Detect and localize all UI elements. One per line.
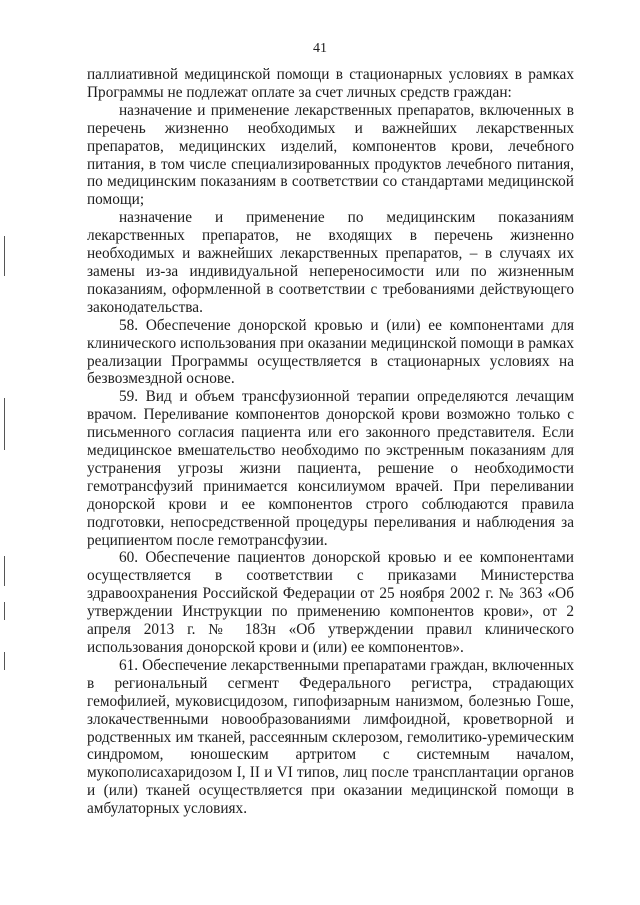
margin-mark: [4, 602, 5, 620]
margin-mark: [4, 652, 5, 670]
margin-mark: [4, 556, 5, 586]
paragraph-item-non-list-medicines: назначение и применение по медицинским показаниям лекарственных препаратов, не входящих в перечень жизненно необходимых и важнейших лекарственных препаратов, – в случаях их замены из-за индивидуальной непереносимости или по жизненным показаниям, оформленной в соответствии с требованиями действующего законодательства.: [87, 209, 574, 316]
paragraph-58: 58. Обеспечение донорской кровью и (или) ее компонентами для клинического использования при оказании медицинской помощи в рамках реализации Программы осуществляется в стационарных условиях на безвозмездной основе.: [87, 316, 574, 388]
paragraph-item-medicines: назначение и применение лекарственных препаратов, включенных в перечень жизненно необходимых и важнейших лекарственных препаратов, медицинских изделий, компонентов крови, лечебного питания, в том числе специализированных продуктов лечебного питания, по медицинским показаниям в соответствии со стандартами медицинской помощи;: [87, 101, 574, 209]
margin-mark: [4, 236, 5, 276]
page-number: 41: [313, 41, 327, 56]
paragraph-continuation: паллиативной медицинской помощи в стационарных условиях в рамках Программы не подлежат оплате за счет личных средств граждан:: [87, 66, 574, 101]
paragraph-61: 61. Обеспечение лекарственными препаратами граждан, включенных в региональный сегмент Федерального регистра, страдающих гемофилией, муковисцидозом, гипофизарным нанизмом, болезнью Гоше, злокачественными новообразованиями лимфоидной, кроветворной и родственных им тканей, рассеянным склерозом, гемолитико-уремическим синдромом, юношеским артритом с системным началом, мукополисахаридозом I, II и VI типов, лиц после трансплантации органов и (или) тканей осуществляется при оказании медицинской помощи в амбулаторных условиях.: [87, 656, 574, 818]
paragraph-59: 59. Вид и объем трансфузионной терапии определяются лечащим врачом. Переливание компонентов донорской крови возможно только с письменного согласия пациента или его законного представителя. Если медицинское вмешательство необходимо по экстренным показаниям для устранения угрозы жизни пациента, решение о необходимости гемотрансфузий принимается консилиумом врачей. При переливании донорской крови и ее компонентов строго соблюдаются правила подготовки, непосредственной процедуры переливания и наблюдения за реципиентом после гемотрансфузии.: [87, 388, 574, 549]
paragraph-60: 60. Обеспечение пациентов донорской кровью и ее компонентами осуществляется в соответствии с приказами Министерства здравоохранения Российской Федерации от 25 ноября 2002 г. № 363 «Об утверждении Инструкции по применению компонентов крови», от 2 апреля 2013 г. № 183н «Об утверждении правил клинического использования донорской крови и (или) ее компонентов».: [87, 549, 574, 656]
document-body: [87, 66, 574, 818]
margin-mark: [4, 398, 5, 450]
